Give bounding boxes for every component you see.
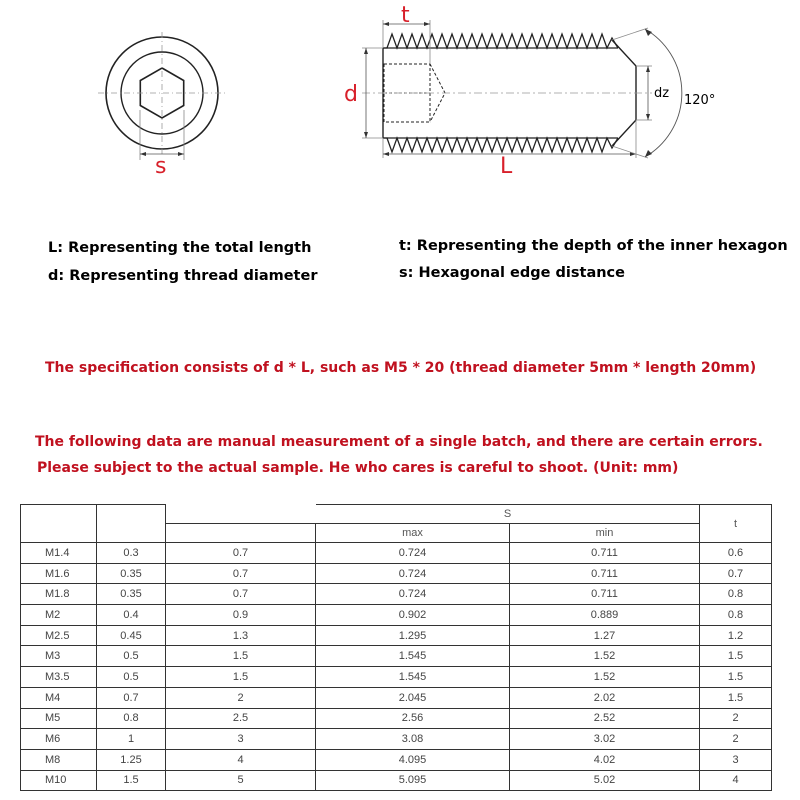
cell-pitch: 0.45: [97, 625, 166, 646]
table-row: [21, 646, 772, 667]
cell-t: 4: [700, 770, 772, 791]
cell-pitch: 1: [97, 729, 166, 750]
spec-table: [20, 504, 772, 791]
measure-note-line1: The following data are manual measurement of a single batch, and there are certain errors.: [35, 434, 763, 450]
dz-arrow-top: [646, 66, 650, 72]
cell-s-nominal: 5: [166, 770, 316, 791]
cell-s-min: 0.711: [510, 543, 700, 564]
legend-s: s: Hexagonal edge distance: [399, 265, 625, 281]
measure-note-line2: Please subject to the actual sample. He who cares is careful to shoot. (Unit: mm): [37, 460, 679, 476]
cell-t: 2: [700, 729, 772, 750]
cell-size: M3: [21, 646, 97, 667]
cell-s-min: 2.02: [510, 687, 700, 708]
cell-pitch: 0.7: [97, 687, 166, 708]
spec-note: The specification consists of d * L, such as M5 * 20 (thread diameter 5mm * length 20mm): [45, 360, 757, 376]
cell-s-max: 0.724: [316, 563, 510, 584]
cell-s-nominal: 3: [166, 729, 316, 750]
cell-s-nominal: 2.5: [166, 708, 316, 729]
cell-s-max: 2.56: [316, 708, 510, 729]
cell-size: M8: [21, 749, 97, 770]
cell-s-max: 2.045: [316, 687, 510, 708]
cell-s-min: 1.52: [510, 667, 700, 688]
table-row: [21, 770, 772, 791]
table-row: [21, 687, 772, 708]
legend-d: d: Representing thread diameter: [48, 268, 318, 284]
cell-s-min: 1.27: [510, 625, 700, 646]
cell-size: M2.5: [21, 625, 97, 646]
cell-t: 1.5: [700, 667, 772, 688]
cell-t: 1.2: [700, 625, 772, 646]
cell-s-nominal: 2: [166, 687, 316, 708]
cell-s-max: 0.902: [316, 605, 510, 626]
cell-size: M4: [21, 687, 97, 708]
d-arrow-bottom: [364, 132, 368, 138]
table-row: [21, 563, 772, 584]
s-label: s: [155, 154, 167, 179]
table-row: [21, 625, 772, 646]
cell-s-max: 3.08: [316, 729, 510, 750]
header-blank-2: [97, 505, 166, 543]
cell-s-nominal: 4: [166, 749, 316, 770]
cell-pitch: 0.5: [97, 667, 166, 688]
header-t: t: [700, 505, 772, 543]
cell-s-nominal: 0.7: [166, 584, 316, 605]
table-row: [21, 543, 772, 564]
cell-pitch: 0.4: [97, 605, 166, 626]
cell-size: M2: [21, 605, 97, 626]
d-label: d: [344, 82, 358, 107]
header-s-group: S: [316, 505, 700, 524]
cell-s-nominal: 1.5: [166, 667, 316, 688]
cell-s-max: 1.545: [316, 646, 510, 667]
cell-t: 0.8: [700, 605, 772, 626]
cell-t: 2: [700, 708, 772, 729]
cell-s-min: 0.889: [510, 605, 700, 626]
header-max: max: [316, 524, 510, 543]
angle-arrow-bottom: [645, 150, 652, 157]
legend-L: L: Representing the total length: [48, 240, 312, 256]
header-blank-1: [21, 505, 97, 543]
dz-label: dz: [654, 86, 670, 101]
cell-size: M5: [21, 708, 97, 729]
t-arrow-right: [424, 22, 430, 26]
cell-size: M1.6: [21, 563, 97, 584]
cell-t: 1.5: [700, 687, 772, 708]
header-min: min: [510, 524, 700, 543]
cell-s-nominal: 0.9: [166, 605, 316, 626]
L-arrow-left: [383, 152, 389, 156]
cell-s-nominal: 0.7: [166, 543, 316, 564]
s-arrow-left: [140, 152, 146, 156]
cell-pitch: 1.25: [97, 749, 166, 770]
cell-s-max: 5.095: [316, 770, 510, 791]
L-label: L: [500, 154, 513, 179]
table-row: [21, 749, 772, 770]
cell-size: M3.5: [21, 667, 97, 688]
cell-size: M10: [21, 770, 97, 791]
table-header-row-1: [21, 505, 772, 524]
cell-s-max: 0.724: [316, 584, 510, 605]
cell-t: 3: [700, 749, 772, 770]
cell-t: 0.6: [700, 543, 772, 564]
cell-s-min: 0.711: [510, 563, 700, 584]
s-arrow-right: [178, 152, 184, 156]
spec-table-body: [21, 543, 772, 791]
cell-s-min: 2.52: [510, 708, 700, 729]
cell-t: 0.8: [700, 584, 772, 605]
cell-pitch: 0.5: [97, 646, 166, 667]
dz-arrow-bottom: [646, 114, 650, 120]
cell-pitch: 1.5: [97, 770, 166, 791]
cell-t: 0.7: [700, 563, 772, 584]
angle-ext-bottom: [612, 146, 648, 158]
cell-s-max: 4.095: [316, 749, 510, 770]
d-arrow-top: [364, 48, 368, 54]
cell-pitch: 0.35: [97, 563, 166, 584]
cell-s-min: 0.711: [510, 584, 700, 605]
cell-t: 1.5: [700, 646, 772, 667]
cell-pitch: 0.3: [97, 543, 166, 564]
table-row: [21, 584, 772, 605]
legend-t: t: Representing the depth of the inner hexagon: [399, 238, 788, 254]
end-view: [98, 32, 226, 179]
table-row: [21, 708, 772, 729]
cell-s-min: 5.02: [510, 770, 700, 791]
cell-s-max: 1.545: [316, 667, 510, 688]
cell-size: M6: [21, 729, 97, 750]
cell-pitch: 0.8: [97, 708, 166, 729]
cell-s-nominal: 1.5: [166, 646, 316, 667]
angle-arrow-top: [645, 29, 652, 36]
table-row: [21, 729, 772, 750]
cell-s-min: 4.02: [510, 749, 700, 770]
cell-s-max: 1.295: [316, 625, 510, 646]
cell-pitch: 0.35: [97, 584, 166, 605]
cell-size: M1.8: [21, 584, 97, 605]
side-view: [344, 3, 715, 179]
t-arrow-left: [383, 22, 389, 26]
cell-s-min: 1.52: [510, 646, 700, 667]
cell-s-min: 3.02: [510, 729, 700, 750]
set-screw-diagram: [0, 0, 800, 200]
table-row: [21, 605, 772, 626]
cell-s-max: 0.724: [316, 543, 510, 564]
table-row: [21, 667, 772, 688]
t-label: t: [401, 3, 410, 28]
header-blank-4: [166, 524, 316, 543]
cell-s-nominal: 0.7: [166, 563, 316, 584]
angle-ext-top: [612, 28, 648, 40]
cell-s-nominal: 1.3: [166, 625, 316, 646]
angle-label: 120°: [684, 93, 716, 108]
cell-size: M1.4: [21, 543, 97, 564]
header-blank-3: [166, 505, 316, 524]
